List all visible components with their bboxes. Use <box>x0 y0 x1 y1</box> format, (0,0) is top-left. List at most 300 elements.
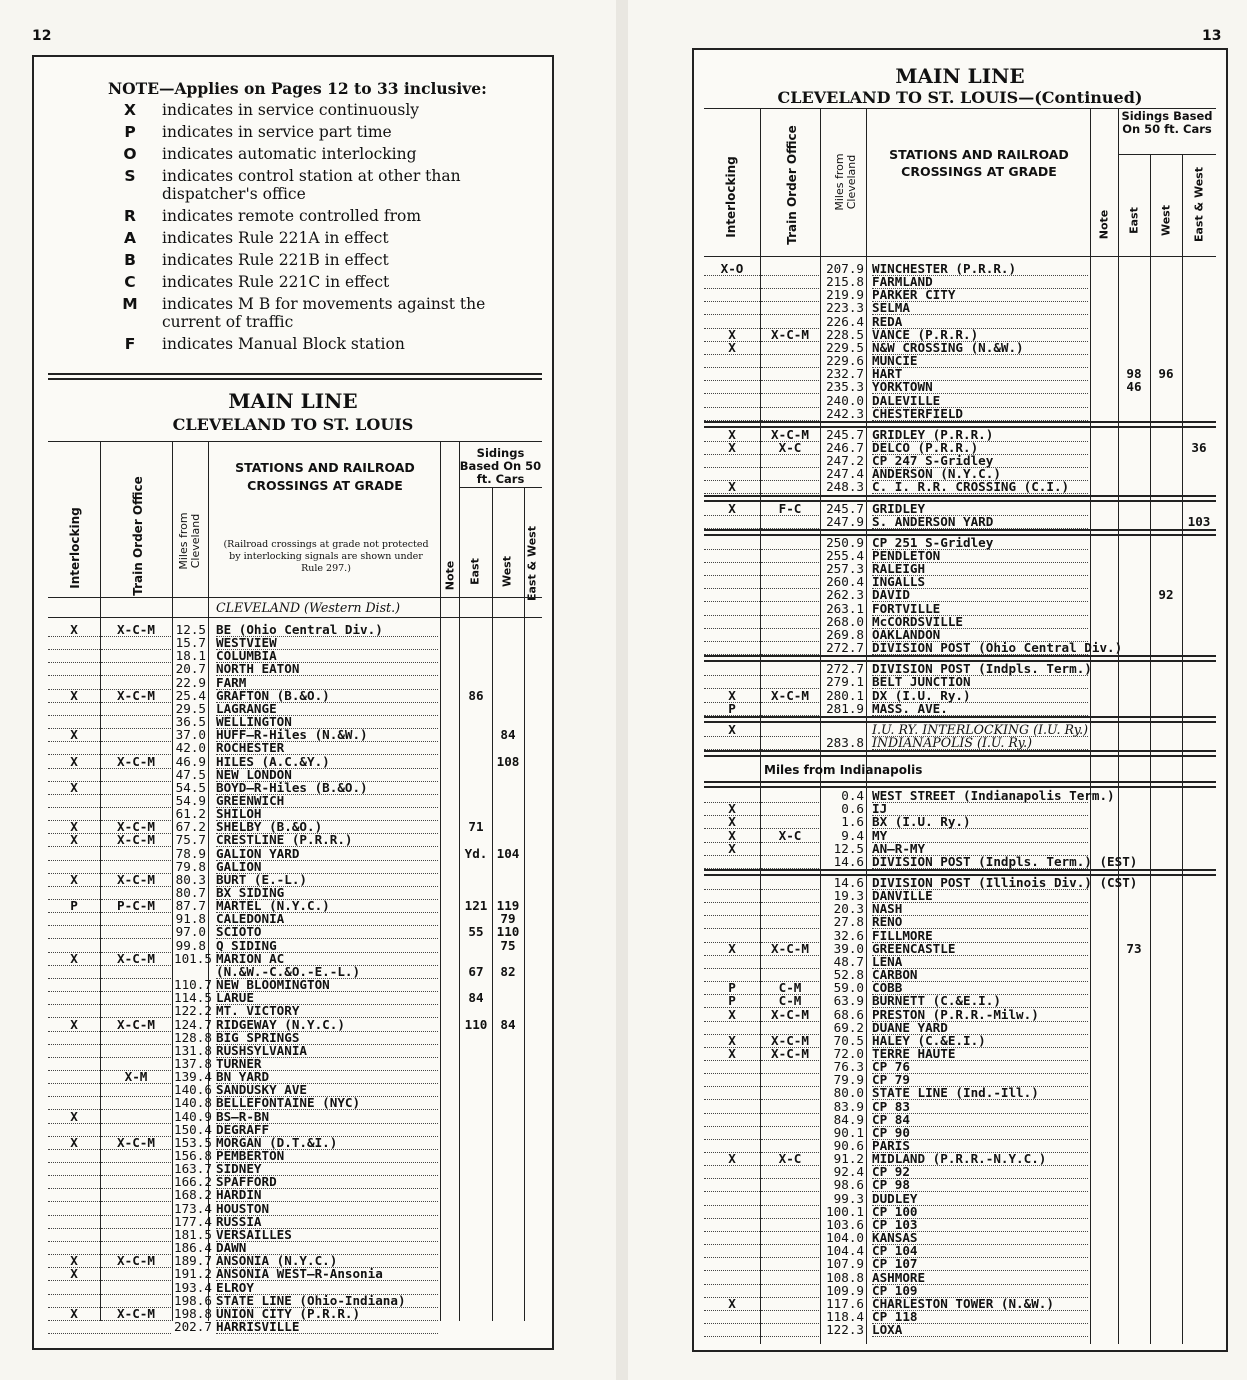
cell-ew <box>525 860 542 873</box>
cell-st: CP 90 <box>872 1126 1088 1140</box>
cell-mi: 166.2 <box>174 1174 212 1190</box>
cell-mi: 207.9 <box>826 261 864 276</box>
cell-mi: 263.1 <box>826 600 864 616</box>
table-row <box>694 1310 1226 1323</box>
cell-mi: 235.3 <box>826 379 864 395</box>
cell-st: CP 118 <box>872 1310 1088 1324</box>
cell-mi: 47.5 <box>175 766 206 782</box>
cell-st: IJ <box>872 802 1088 816</box>
cell-e <box>1119 1231 1149 1244</box>
cell-int: X <box>48 1307 100 1321</box>
cell-tro: X-C-M <box>761 1047 819 1061</box>
cell-e <box>1119 675 1149 688</box>
cell-tro: X-C-M <box>101 623 171 637</box>
cell-st: DX (I.U. Ry.) <box>872 689 1088 703</box>
cell-mi: 245.7 <box>826 500 864 516</box>
cell-st: BN YARD <box>216 1070 438 1084</box>
cell-tro <box>761 454 819 468</box>
cell-mi: 25.4 <box>175 687 206 703</box>
cell-int <box>704 588 760 602</box>
cell-int <box>48 702 100 716</box>
cell-e <box>461 1162 491 1175</box>
cell-tro <box>761 480 819 494</box>
cell-st: RUSSIA <box>216 1215 438 1229</box>
note-text: indicates Manual Block station <box>162 335 405 353</box>
col-header-east: East <box>1127 207 1141 234</box>
cell-mi: 272.7 <box>826 640 864 656</box>
cell-w <box>1151 288 1181 301</box>
cell-tro <box>761 723 819 737</box>
cell-w <box>1151 723 1181 736</box>
cell-st: BELT JUNCTION <box>872 675 1088 689</box>
cell-tro <box>761 736 819 750</box>
cell-st: DELCO (P.R.R.) <box>872 441 1088 455</box>
cell-mi: 72.0 <box>833 1045 864 1061</box>
cell-e <box>461 1202 491 1215</box>
cell-st: MIDLAND (P.R.R.-N.Y.C.) <box>872 1152 1088 1166</box>
cell-st: PRESTON (P.R.R.-Milw.) <box>872 1008 1088 1022</box>
cell-ew <box>525 912 542 925</box>
cell-w <box>1151 275 1181 288</box>
cell-st: MUNCIE <box>872 354 1088 368</box>
cell-tro <box>761 1060 819 1074</box>
cell-int <box>704 288 760 302</box>
cell-ew <box>525 1123 542 1136</box>
cell-tro <box>101 781 171 795</box>
cell-int <box>704 562 760 576</box>
cell-ew <box>525 1018 542 1031</box>
cell-mi: 140.9 <box>174 1108 212 1124</box>
cell-int: X-O <box>704 262 760 276</box>
cell-e <box>1119 662 1149 675</box>
cell-w <box>1151 689 1181 702</box>
cell-w <box>493 1031 523 1044</box>
cell-ew <box>525 689 542 702</box>
page-number: 12 <box>32 28 52 44</box>
cell-ew <box>1183 675 1215 688</box>
cell-st: SIDNEY <box>216 1162 438 1176</box>
cell-w <box>1151 1257 1181 1270</box>
cell-tro <box>761 1086 819 1100</box>
cell-ew <box>1183 1257 1215 1270</box>
cell-ew <box>1183 929 1215 942</box>
table-row <box>34 833 552 846</box>
cell-w <box>1151 1323 1181 1336</box>
col-header-note: Note <box>443 560 457 591</box>
cell-int <box>704 301 760 315</box>
table-row <box>694 480 1226 493</box>
table-row <box>34 1096 552 1109</box>
cell-tro <box>101 1202 171 1216</box>
cell-tro <box>101 1149 171 1163</box>
cell-ew <box>1183 902 1215 915</box>
cell-tro <box>761 1231 819 1245</box>
cell-st: PENDLETON <box>872 549 1088 563</box>
cell-int <box>704 354 760 368</box>
cell-mi: 104.0 <box>826 1230 864 1246</box>
cell-int: X <box>704 1008 760 1022</box>
cell-ew <box>525 1294 542 1307</box>
cell-ew <box>1183 315 1215 328</box>
cell-w <box>493 978 523 991</box>
cell-mi: 75.7 <box>175 832 206 848</box>
cell-tro <box>761 902 819 916</box>
cell-mi: 228.5 <box>826 326 864 342</box>
table-row <box>694 955 1226 968</box>
cell-ew <box>1183 502 1215 515</box>
cell-mi: 20.3 <box>833 901 864 917</box>
cell-int: X <box>48 781 100 795</box>
col-header-miles: Miles from Cleveland <box>833 153 858 211</box>
table-row <box>694 575 1226 588</box>
cell-ew <box>525 768 542 781</box>
cell-ew <box>1183 549 1215 562</box>
cell-ew <box>1183 1192 1215 1205</box>
col-header-west: West <box>500 556 514 588</box>
cell-ew <box>1183 562 1215 575</box>
note-text: indicates Rule 221A in effect <box>162 229 389 247</box>
cell-int: X <box>704 689 760 703</box>
cell-ew <box>525 1110 542 1123</box>
cell-tro <box>761 588 819 602</box>
cell-mi: 153.5 <box>174 1134 212 1150</box>
table-row <box>694 301 1226 314</box>
cell-int <box>704 275 760 289</box>
cell-e <box>1119 1086 1149 1099</box>
cell-st: CP 100 <box>872 1205 1088 1219</box>
cell-st: RUSHSYLVANIA <box>216 1044 438 1058</box>
cell-st: YORKTOWN <box>872 380 1088 394</box>
cell-e <box>1119 1244 1149 1257</box>
cell-int: X <box>704 1047 760 1061</box>
table-row <box>694 628 1226 641</box>
cell-int <box>704 536 760 550</box>
cell-tro <box>761 575 819 589</box>
cell-w <box>1151 1271 1181 1284</box>
stations-note: (Railroad crossings at grade not protected by interlocking signals are shown under Rule 297.) <box>223 539 429 574</box>
cell-e <box>461 1281 491 1294</box>
cell-int: X <box>704 942 760 956</box>
table-row <box>694 662 1226 675</box>
cell-w <box>1151 675 1181 688</box>
cell-int <box>704 1060 760 1074</box>
cell-st: N&W CROSSING (N.&W.) <box>872 341 1088 355</box>
cell-mi: 42.0 <box>175 740 206 756</box>
table-row <box>34 755 552 768</box>
cell-e <box>1119 736 1149 749</box>
cell-ew <box>525 1320 542 1333</box>
cell-int: X <box>704 328 760 342</box>
cell-e <box>1119 955 1149 968</box>
section-title: MAIN LINE <box>895 64 1025 88</box>
note-text: indicates remote controlled from <box>162 207 422 225</box>
cell-e <box>1119 454 1149 467</box>
cell-tro <box>101 1175 171 1189</box>
cell-ew: 36 <box>1191 439 1207 455</box>
cell-ew <box>525 1044 542 1057</box>
cell-mi: 92.4 <box>833 1164 864 1180</box>
cell-ew <box>1183 1060 1215 1073</box>
cell-tro: X-C-M <box>761 689 819 703</box>
cell-w <box>493 1320 523 1333</box>
cell-w <box>1151 1060 1181 1073</box>
cell-tro <box>101 1162 171 1176</box>
cell-st: MT. VICTORY <box>216 1004 438 1018</box>
cell-e: Yd. <box>464 845 488 861</box>
cell-tro <box>761 876 819 890</box>
cell-e <box>461 1044 491 1057</box>
cell-tro <box>761 1310 819 1324</box>
cell-st: HALEY (C.&E.I.) <box>872 1034 1088 1048</box>
cell-w <box>1151 1152 1181 1165</box>
table-row <box>694 789 1226 802</box>
table-row <box>694 341 1226 354</box>
cell-tro: X-C-M <box>101 1307 171 1321</box>
cell-ew <box>525 1281 542 1294</box>
cell-w <box>1151 441 1181 454</box>
cell-int <box>704 407 760 421</box>
table-row <box>34 623 552 636</box>
table-row <box>34 873 552 886</box>
note-text: indicates Rule 221C in effect <box>162 273 390 291</box>
cell-e <box>461 939 491 952</box>
note-text: indicates automatic interlocking <box>162 145 417 163</box>
cell-mi: 14.6 <box>833 853 864 869</box>
cell-mi: 177.4 <box>174 1213 212 1229</box>
cell-tro <box>761 1113 819 1127</box>
cell-int: P <box>704 702 760 716</box>
cell-st: BURNETT (C.&E.I.) <box>872 994 1088 1008</box>
cell-mi: 78.9 <box>175 845 206 861</box>
cell-st: BURT (E.-L.) <box>216 873 438 887</box>
note-code: X <box>124 101 136 119</box>
table-row <box>694 1060 1226 1073</box>
table-row <box>34 991 552 1004</box>
cell-ew <box>1183 1086 1215 1099</box>
cell-e <box>1119 1192 1149 1205</box>
cell-int <box>704 575 760 589</box>
cell-e <box>1119 1126 1149 1139</box>
cell-w <box>493 1241 523 1254</box>
cell-e <box>1119 1310 1149 1323</box>
cell-ew <box>1183 1310 1215 1323</box>
header-bottom-line <box>48 597 542 598</box>
cell-int <box>704 1113 760 1127</box>
cell-e <box>1119 288 1149 301</box>
cell-st: CP 92 <box>872 1165 1088 1179</box>
cell-ew <box>1183 876 1215 889</box>
cell-e <box>1119 702 1149 715</box>
cell-st: GRIDLEY <box>872 502 1088 516</box>
cell-ew <box>1183 1008 1215 1021</box>
cell-e: 84 <box>468 990 484 1006</box>
cell-mi: 61.2 <box>175 806 206 822</box>
cell-tro <box>101 1281 171 1295</box>
table-row <box>694 315 1226 328</box>
cell-tro <box>101 1267 171 1281</box>
right-table-frame <box>692 48 1228 1352</box>
cell-ew <box>1183 394 1215 407</box>
cell-e <box>461 781 491 794</box>
cell-ew <box>1183 855 1215 868</box>
cell-st: AN—R-MY <box>872 842 1088 856</box>
cell-st: ROCHESTER <box>216 741 438 755</box>
cell-mi: 103.6 <box>826 1216 864 1232</box>
table-row <box>694 689 1226 702</box>
cell-mi <box>174 965 206 978</box>
cell-int <box>48 1044 100 1058</box>
cell-mi: 272.7 <box>826 661 864 677</box>
table-row <box>694 1113 1226 1126</box>
cell-e <box>1119 575 1149 588</box>
cell-e <box>1119 641 1149 654</box>
cell-tro <box>761 915 819 929</box>
cell-tro <box>101 1110 171 1124</box>
table-row <box>694 562 1226 575</box>
cell-st: S. ANDERSON YARD <box>872 515 1088 529</box>
cell-int <box>704 394 760 408</box>
cell-mi: 118.4 <box>826 1308 864 1324</box>
cell-mi: 87.7 <box>175 898 206 914</box>
cell-ew <box>525 741 542 754</box>
cell-int <box>48 649 100 663</box>
cell-ew <box>525 781 542 794</box>
cell-e: 46 <box>1126 379 1142 395</box>
cell-mi: 83.9 <box>833 1098 864 1114</box>
cell-e <box>461 1070 491 1083</box>
cell-int: X <box>48 833 100 847</box>
cell-mi: 279.1 <box>826 674 864 690</box>
cell-tro <box>761 1192 819 1206</box>
cell-e: 110 <box>464 1016 488 1032</box>
cell-st: OAKLANDON <box>872 628 1088 642</box>
cell-mi: 18.1 <box>175 648 206 664</box>
cell-w: 110 <box>496 924 520 940</box>
cell-e <box>461 833 491 846</box>
table-row <box>34 860 552 873</box>
cell-mi: 54.9 <box>175 792 206 808</box>
table-row <box>694 515 1226 528</box>
cell-ew: 103 <box>1187 513 1211 529</box>
cell-e <box>1119 1165 1149 1178</box>
cell-e <box>1119 1100 1149 1113</box>
cell-w <box>493 833 523 846</box>
cell-w <box>1151 467 1181 480</box>
cell-w: 104 <box>496 845 520 861</box>
cell-st: ANSONIA (N.Y.C.) <box>216 1254 438 1268</box>
cell-st: (N.&W.-C.&O.-E.-L.) <box>216 965 438 979</box>
cell-mi: 168.2 <box>174 1187 212 1203</box>
cell-mi: 20.7 <box>175 661 206 677</box>
cell-w <box>1151 407 1181 420</box>
cell-int <box>704 915 760 929</box>
cell-mi: 245.7 <box>826 426 864 442</box>
col-header-east-west: East & West <box>1192 167 1206 243</box>
cell-tro <box>761 562 819 576</box>
cell-mi: 247.4 <box>826 466 864 482</box>
cell-tro <box>761 702 819 716</box>
cell-w <box>1151 315 1181 328</box>
cell-mi: 198.6 <box>174 1292 212 1308</box>
table-row <box>694 1126 1226 1139</box>
cell-int: X <box>48 755 100 769</box>
cell-ew <box>525 833 542 846</box>
cell-st: BIG SPRINGS <box>216 1031 438 1045</box>
table-row <box>34 676 552 689</box>
table-row <box>694 1152 1226 1165</box>
table-row <box>34 768 552 781</box>
cell-ew <box>1183 328 1215 341</box>
cell-st: CP 251 S-Gridley <box>872 536 1088 550</box>
cell-mi: 110.7 <box>174 977 212 993</box>
cell-st: DIVISION POST (Indpls. Term.) <box>872 661 1092 677</box>
cell-e <box>461 1136 491 1149</box>
cell-st: SANDUSKY AVE <box>216 1083 438 1097</box>
cell-tro <box>101 715 171 729</box>
cell-w <box>1151 1205 1181 1218</box>
cell-mi: 109.9 <box>826 1282 864 1298</box>
cell-st: NORTH EATON <box>216 662 438 676</box>
cell-int: X <box>48 820 100 834</box>
cell-w: 84 <box>500 727 516 743</box>
cell-e <box>1119 1060 1149 1073</box>
cell-w <box>1151 641 1181 654</box>
cell-mi: 128.8 <box>174 1029 212 1045</box>
miles-from-indianapolis: Miles from Indianapolis <box>764 763 923 778</box>
cell-w <box>1151 1139 1181 1152</box>
cell-st: MY <box>872 829 1088 843</box>
table-row <box>694 1231 1226 1244</box>
cell-w: 108 <box>496 753 520 769</box>
cell-ew <box>1183 407 1215 420</box>
cell-tro <box>761 615 819 629</box>
cell-ew <box>1183 994 1215 1007</box>
cell-w <box>1151 480 1181 493</box>
cell-mi: 107.9 <box>826 1256 864 1272</box>
cell-st: WESTVIEW <box>216 636 438 650</box>
cell-e <box>1119 789 1149 802</box>
right-station-table <box>694 262 1226 1346</box>
table-row <box>694 902 1226 915</box>
note-code: R <box>124 207 136 225</box>
cell-e <box>1119 301 1149 314</box>
left-station-table <box>34 622 552 1334</box>
note-legend <box>116 101 536 361</box>
cell-ew <box>525 1083 542 1096</box>
cell-mi: 163.7 <box>174 1161 212 1177</box>
cell-w <box>493 768 523 781</box>
cell-ew <box>525 702 542 715</box>
cell-ew <box>1183 955 1215 968</box>
cell-st: FARMLAND <box>872 275 1088 289</box>
cell-w: 84 <box>500 1016 516 1032</box>
cell-w <box>493 636 523 649</box>
note-title: NOTE—Applies on Pages 12 to 33 inclusive: <box>108 79 487 98</box>
cell-mi: 104.4 <box>826 1243 864 1259</box>
cell-mi: 68.6 <box>833 1006 864 1022</box>
cell-mi: 80.3 <box>175 871 206 887</box>
cell-tro <box>761 515 819 529</box>
first-station: CLEVELAND (Western Dist.) <box>216 600 401 615</box>
cell-st: UNION CITY (P.R.R.) <box>216 1307 438 1321</box>
cell-e <box>1119 502 1149 515</box>
cell-st: ANDERSON (N.Y.C.) <box>872 467 1088 481</box>
cell-st: SHILOH <box>216 807 438 821</box>
table-row <box>34 1057 552 1070</box>
cell-w <box>1151 262 1181 275</box>
cell-mi: 0.4 <box>841 788 864 804</box>
cell-ew <box>525 820 542 833</box>
